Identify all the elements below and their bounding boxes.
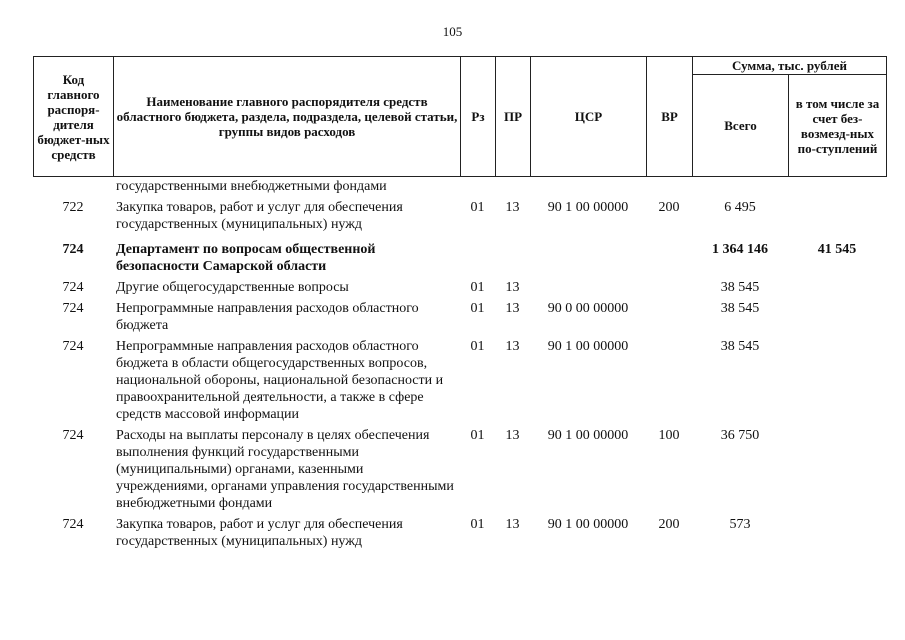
cell-rz: 01 xyxy=(470,517,485,532)
cell-total: 38 545 xyxy=(720,339,760,354)
table-body xyxy=(33,178,886,552)
cell-total: 36 750 xyxy=(720,428,760,443)
header-sum-group: Сумма, тыс. рублей xyxy=(693,57,887,75)
cell-pr: 13 xyxy=(505,200,520,215)
table-row xyxy=(33,336,886,425)
table-header xyxy=(33,56,887,177)
cell-vr xyxy=(646,277,692,298)
cell-name: Непрограммные направления расходов областного бюджета xyxy=(116,301,419,333)
table-row xyxy=(33,197,886,239)
cell-vr xyxy=(646,239,692,277)
cell-vr xyxy=(646,298,692,336)
cell-pr: 13 xyxy=(505,301,520,316)
table-row xyxy=(33,277,886,298)
header-code: Код главного распоря-дителя бюджет-ных средств xyxy=(34,57,114,177)
cell-rz: 01 xyxy=(470,280,485,295)
cell-pr: 13 xyxy=(505,280,520,295)
cell-csr: 90 1 00 00000 xyxy=(547,339,629,354)
cell-rz: 01 xyxy=(470,200,485,215)
cell-pr: 13 xyxy=(505,339,520,354)
cell-code: 724 xyxy=(62,517,84,532)
header-rz: Рз xyxy=(461,57,496,177)
cell-vr xyxy=(646,336,692,425)
cell-total: 38 545 xyxy=(720,280,760,295)
cell-rz: 01 xyxy=(470,301,485,316)
cell-csr xyxy=(530,277,646,298)
cell-code: 724 xyxy=(62,301,84,316)
continuation-row xyxy=(33,178,886,197)
header-vr: ВР xyxy=(647,57,693,177)
continuation-text: государственными внебюджетными фондами xyxy=(116,179,387,194)
table-row xyxy=(33,239,886,277)
cell-vr: 100 xyxy=(658,428,680,443)
cell-rz: 01 xyxy=(470,339,485,354)
cell-code: 724 xyxy=(62,339,84,354)
cell-total: 1 364 146 xyxy=(712,242,768,257)
header-name: Наименование главного распорядителя средств областного бюджета, раздела, подраздела, целевой статьи, группы видов расходов xyxy=(114,57,461,177)
cell-vr: 200 xyxy=(658,200,680,215)
cell-csr: 90 1 00 00000 xyxy=(547,517,629,532)
cell-csr: 90 0 00 00000 xyxy=(547,301,629,316)
cell-rz: 01 xyxy=(470,428,485,443)
cell-incl xyxy=(788,336,886,425)
cell-incl: 41 545 xyxy=(817,242,857,257)
cell-pr: 13 xyxy=(505,517,520,532)
cell-name: Расходы на выплаты персоналу в целях обеспечения выполнения функций государственными (муниципальными) органами, казенными учреждениями, органами управления государственными внебюджетными фондами xyxy=(116,428,454,511)
cell-code: 724 xyxy=(62,280,84,295)
cell-name: Закупка товаров, работ и услуг для обеспечения государственных (муниципальных) нужд xyxy=(116,200,403,232)
header-total: Всего xyxy=(693,75,789,177)
table-row xyxy=(33,298,886,336)
cell-pr: 13 xyxy=(505,428,520,443)
cell-name: Закупка товаров, работ и услуг для обеспечения государственных (муниципальных) нужд xyxy=(116,517,403,549)
cell-code: 724 xyxy=(62,242,84,257)
cell-code: 722 xyxy=(62,200,84,215)
cell-code: 724 xyxy=(62,428,84,443)
header-csr: ЦСР xyxy=(531,57,647,177)
table-row xyxy=(33,425,886,514)
cell-incl xyxy=(788,425,886,514)
cell-csr: 90 1 00 00000 xyxy=(547,428,629,443)
cell-vr: 200 xyxy=(658,517,680,532)
cell-name: Другие общегосударственные вопросы xyxy=(116,280,349,295)
page-number: 105 xyxy=(442,24,463,39)
cell-csr: 90 1 00 00000 xyxy=(547,200,629,215)
cell-name: Непрограммные направления расходов областного бюджета в области общегосударственных вопросов, национальной обороны, национальной безопасности и правоохранительной деятельности, а также в сфере средств массовой информации xyxy=(116,339,444,422)
cell-name: Департамент по вопросам общественной безопасности Самарской области xyxy=(116,242,376,274)
header-pr: ПР xyxy=(496,57,531,177)
cell-pr xyxy=(495,239,530,277)
cell-incl xyxy=(788,514,886,552)
cell-rz xyxy=(460,239,495,277)
header-incl: в том числе за счет без-возмезд-ных по-ступлений xyxy=(789,75,887,177)
table-row xyxy=(33,514,886,552)
cell-total: 6 495 xyxy=(724,200,756,215)
cell-incl xyxy=(788,197,886,239)
cell-incl xyxy=(788,298,886,336)
cell-incl xyxy=(788,277,886,298)
cell-csr xyxy=(530,239,646,277)
cell-total: 573 xyxy=(729,517,751,532)
cell-total: 38 545 xyxy=(720,301,760,316)
